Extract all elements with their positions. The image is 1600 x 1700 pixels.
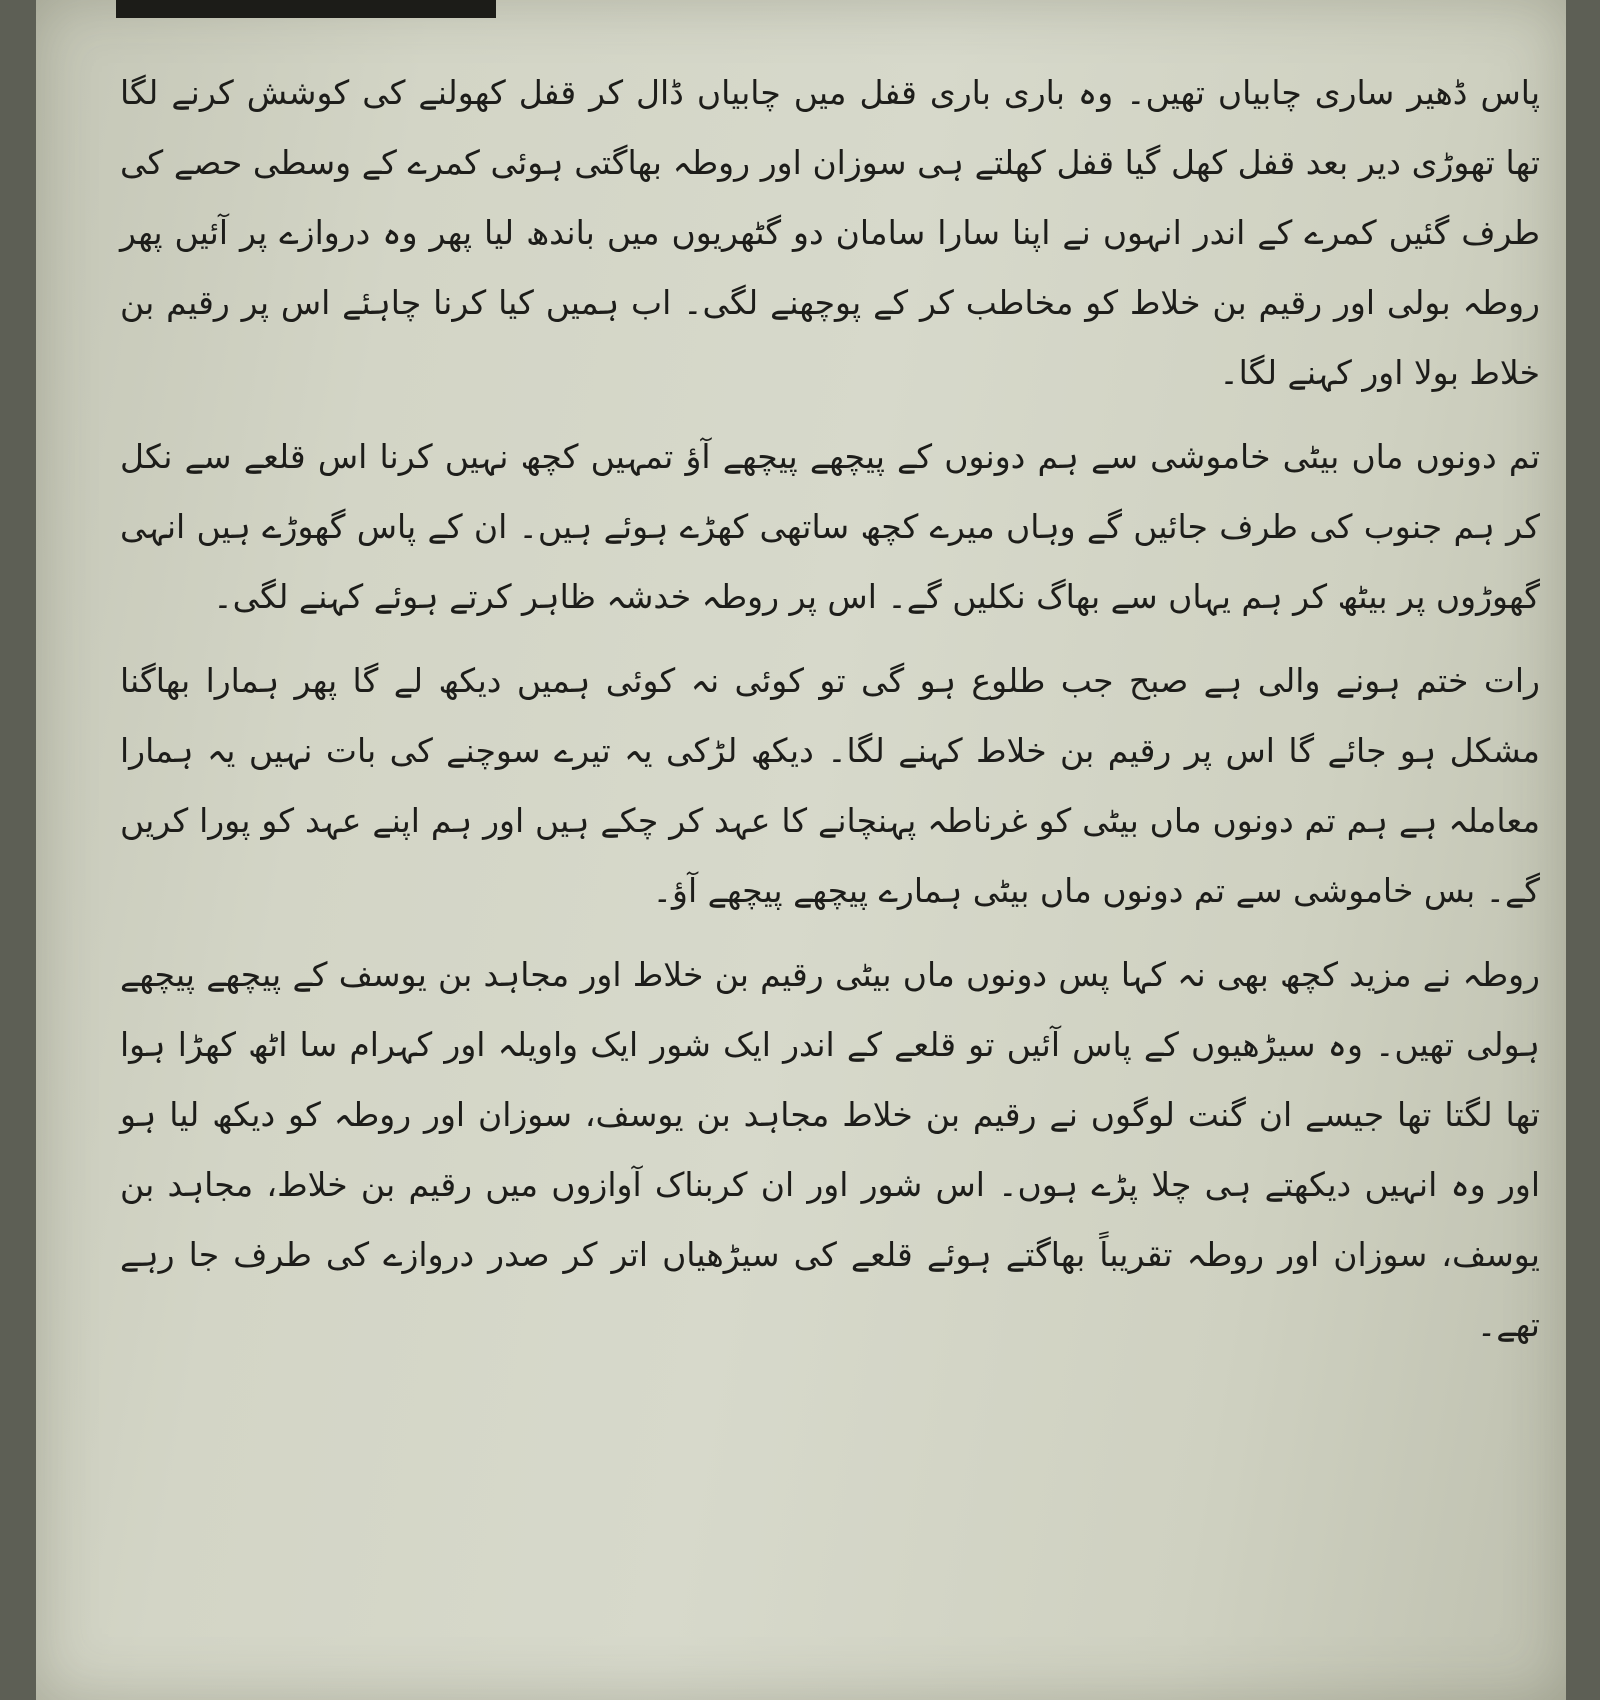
top-rule [116,0,496,18]
paragraph-4: روطہ نے مزید کچھ بھی نہ کہا پس دونوں ماں بیٹی رقیم بن خلاط اور مجاہد بن یوسف کے پیچھے پیچھے ہولی تھیں۔ وہ سیڑھیوں کے پاس آئیں تو قلعے کے اندر ایک شور ایک واویلہ اور کہرام سا اٹھ کھڑا ہوا تھا لگتا تھا جیسے ان گنت لوگوں نے رقیم بن خلاط مجاہد بن یوسف، سوزان اور روطہ کو دیکھ لیا ہو اور وہ انہیں دیکھتے ہی چلا پڑے ہوں۔ اس شور اور ان کربناک آوازوں میں رقیم بن خلاط، مجاہد بن یوسف، سوزان اور روطہ تقریباً بھاگتے ہوئے قلعے کی سیڑھیاں اتر کر صدر دروازے کی طرف جا رہے تھے۔ [120,955,1540,1344]
paragraph-3: رات ختم ہونے والی ہے صبح جب طلوع ہو گی تو کوئی نہ کوئی ہمیں دیکھ لے گا پھر ہمارا بھاگنا مشکل ہو جائے گا اس پر رقیم بن خلاط کہنے لگا۔ دیکھ لڑکی یہ تیرے سوچنے کی بات نہیں یہ ہمارا معاملہ ہے ہم تم دونوں ماں بیٹی کو غرناطہ پہنچانے کا عہد کر چکے ہیں اور ہم اپنے عہد کو پورا کریں گے۔ بس خاموشی سے تم دونوں ماں بیٹی ہمارے پیچھے پیچھے آؤ۔ [120,661,1540,910]
paragraph-2: تم دونوں ماں بیٹی خاموشی سے ہم دونوں کے پیچھے پیچھے آؤ تمہیں کچھ نہیں کرنا اس قلعے سے نکل کر ہم جنوب کی طرف جائیں گے وہاں میرے کچھ ساتھی کھڑے ہوئے ہیں۔ ان کے پاس گھوڑے ہیں انہی گھوڑوں پر بیٹھ کر ہم یہاں سے بھاگ نکلیں گے۔ اس پر روطہ خدشہ ظاہر کرتے ہوئے کہنے لگی۔ [120,437,1540,616]
paragraph-1: پاس ڈھیر ساری چابیاں تھیں۔ وہ باری باری قفل میں چابیاں ڈال کر قفل کھولنے کی کوشش کرنے لگا تھا تھوڑی دیر بعد قفل کھل گیا قفل کھلتے ہی سوزان اور روطہ بھاگتی ہوئی کمرے کے وسطی حصے کی طرف گئیں کمرے کے اندر انہوں نے اپنا سارا سامان دو گٹھریوں میں باندھ لیا پھر وہ دروازے پر آئیں پھر روطہ بولی اور رقیم بن خلاط کو مخاطب کر کے پوچھنے لگی۔ اب ہمیں کیا کرنا چاہئے اس پر رقیم بن خلاط بولا اور کہنے لگا۔ [120,73,1540,392]
page-text [120,58,1540,1374]
book-page [36,0,1566,1700]
